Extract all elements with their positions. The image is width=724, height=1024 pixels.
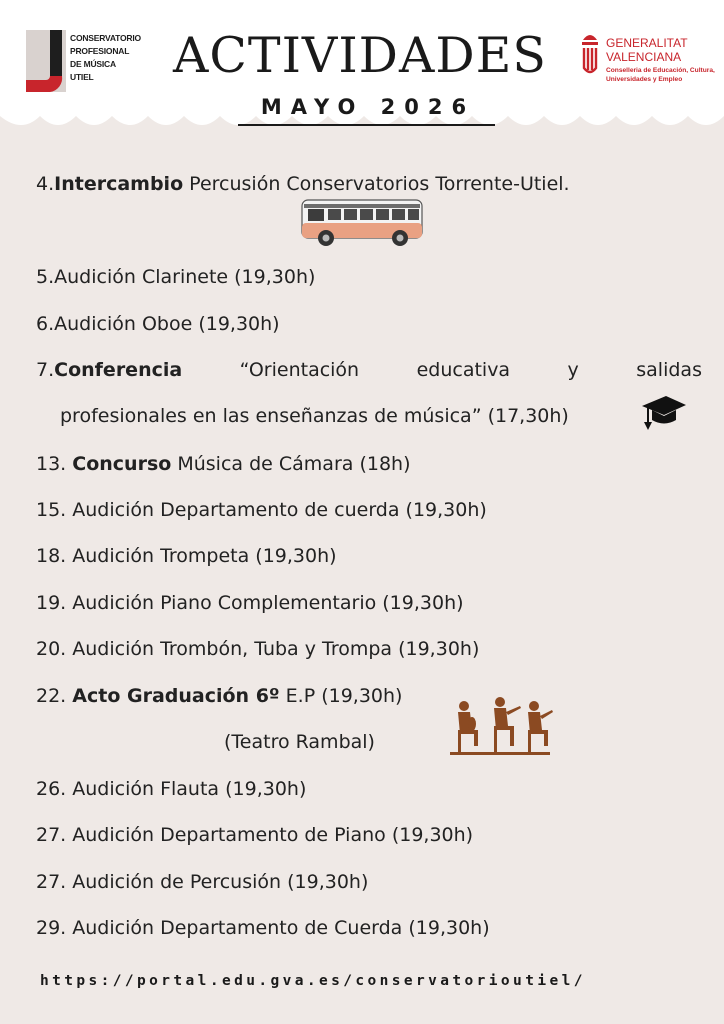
list-item-continuation: profesionales en las enseñanzas de música” (17,30h) (60, 405, 569, 427)
list-item: 19. Audición Piano Complementario (19,30h) (36, 592, 464, 614)
list-item: 6.Audición Oboe (19,30h) (36, 313, 280, 335)
list-item: 29. Audición Departamento de Cuerda (19,30h) (36, 917, 490, 939)
list-item: 27. Audición Departamento de Piano (19,30h) (36, 824, 474, 846)
page-subtitle: MAYO 2026 (260, 95, 476, 119)
school-name: CONSERVATORIO PROFESIONAL DE MÚSICA UTIEL (70, 33, 141, 82)
footer-url[interactable]: https://portal.edu.gva.es/conservatorioutiel/ (40, 973, 586, 989)
list-item: 27. Audición de Percusión (19,30h) (36, 871, 369, 893)
string-quartet-icon (448, 696, 554, 758)
generalitat-name: GENERALITAT VALENCIANA (606, 36, 688, 64)
list-item: 15. Audición Departamento de cuerda (19,30h) (36, 499, 487, 521)
generalitat-logo (576, 30, 716, 96)
generalitat-emblem-icon (579, 30, 601, 78)
list-item-continuation: (Teatro Rambal) (224, 731, 375, 753)
conservatory-logo (26, 30, 146, 92)
list-item: 4.Intercambio Percusión Conservatorios Torrente-Utiel. (36, 173, 570, 195)
generalitat-department: Conselleria de Educación, Cultura, Universidades y Empleo (606, 67, 715, 83)
bus-icon (300, 196, 424, 248)
list-item: 5.Audición Clarinete (19,30h) (36, 266, 316, 288)
list-item: 13. Concurso Música de Cámara (18h) (36, 453, 411, 475)
conservatory-mark-icon (26, 30, 66, 92)
list-item: 22. Acto Graduación 6º E.P (19,30h) (36, 685, 403, 707)
list-item: 26. Audición Flauta (19,30h) (36, 778, 307, 800)
list-item: 18. Audición Trompeta (19,30h) (36, 545, 337, 567)
page-title: ACTIVIDADES (173, 27, 547, 84)
graduation-cap-icon (640, 394, 688, 430)
list-item: 20. Audición Trombón, Tuba y Trompa (19,30h) (36, 638, 480, 660)
subtitle-underline (238, 124, 495, 126)
list-item: 7.Conferencia “Orientación educativa y salidas (36, 359, 702, 381)
